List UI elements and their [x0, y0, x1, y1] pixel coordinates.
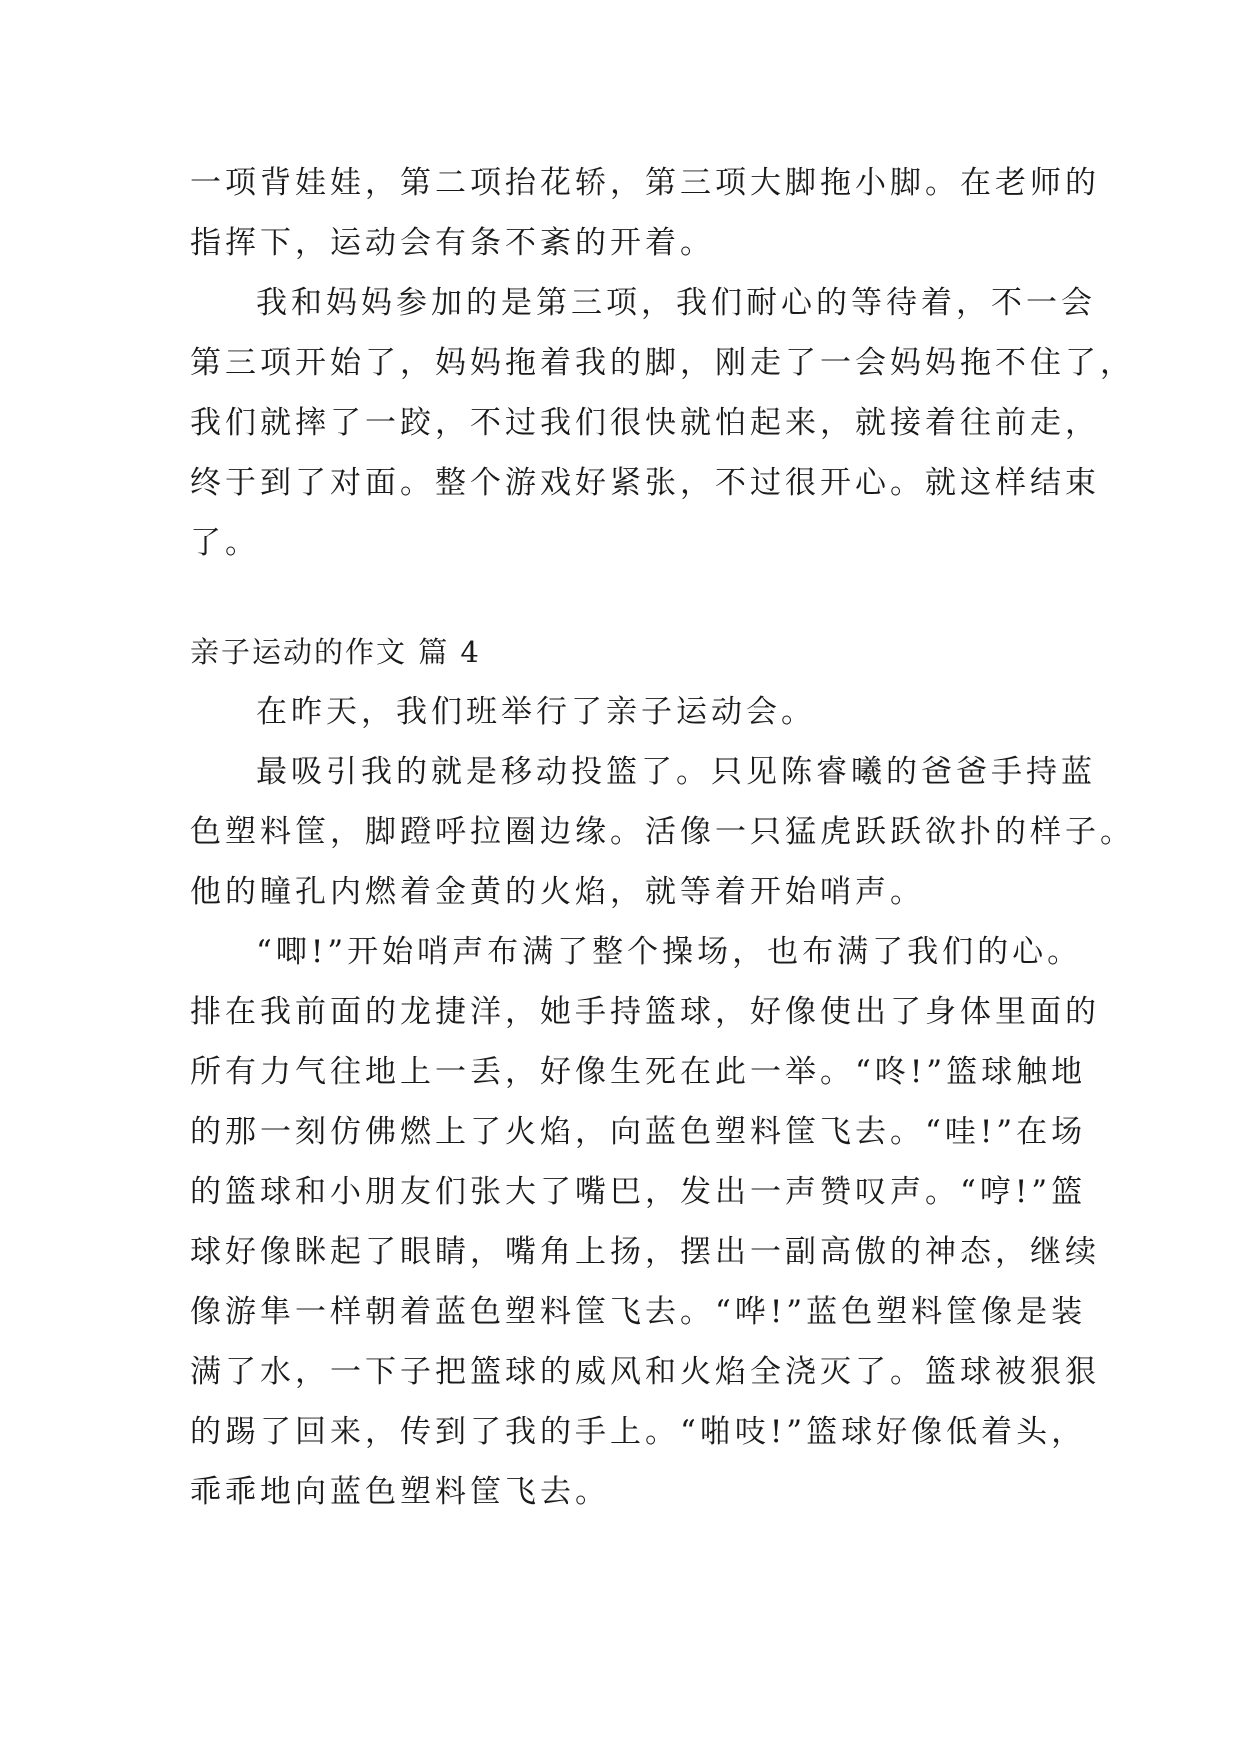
text-line: 最吸引我的就是移动投篮了。只见陈睿曦的爸爸手持蓝: [256, 754, 1096, 790]
text-line: 我们就摔了一跤，不过我们很快就怕起来，就接着往前走，: [190, 405, 1100, 441]
text-line: 色塑料筐，脚蹬呼拉圈边缘。活像一只猛虎跃跃欲扑的样子。: [190, 814, 1135, 850]
text-line: 球好像眯起了眼睛，嘴角上扬，摆出一副高傲的神态，继续: [190, 1234, 1100, 1270]
text-line: 像游隼一样朝着蓝色塑料筐飞去。“哗!”蓝色塑料筐像是装: [190, 1294, 1087, 1330]
text-line: 他的瞳孔内燃着金黄的火焰，就等着开始哨声。: [190, 874, 925, 910]
text-line: 我和妈妈参加的是第三项，我们耐心的等待着，不一会: [256, 285, 1096, 321]
text-line: 所有力气往地上一丢，好像生死在此一举。“咚!”篮球触地: [190, 1054, 1087, 1090]
text-line: 终于到了对面。整个游戏好紧张，不过很开心。就这样结束: [190, 465, 1100, 501]
text-line: 了。: [190, 525, 260, 561]
text-line: 排在我前面的龙捷洋，她手持篮球，好像使出了身体里面的: [190, 994, 1100, 1030]
section-title: 亲子运动的作文 篇 4: [190, 635, 481, 669]
text-line: 的篮球和小朋友们张大了嘴巴，发出一声赞叹声。“哼!”篮: [190, 1174, 1087, 1210]
text-line: 的那一刻仿佛燃上了火焰，向蓝色塑料筐飞去。“哇!”在场: [190, 1114, 1087, 1150]
text-line: 指挥下，运动会有条不紊的开着。: [190, 225, 715, 261]
text-line: 满了水，一下子把篮球的威风和火焰全浇灭了。篮球被狠狠: [190, 1354, 1100, 1390]
text-line: 第三项开始了，妈妈拖着我的脚，刚走了一会妈妈拖不住了，: [190, 345, 1135, 381]
text-line: 在昨天，我们班举行了亲子运动会。: [256, 694, 816, 730]
text-line: 一项背娃娃，第二项抬花轿，第三项大脚拖小脚。在老师的: [190, 165, 1100, 201]
text-line: 的踢了回来，传到了我的手上。“啪吱!”篮球好像低着头，: [190, 1414, 1087, 1450]
text-line: “唧!”开始哨声布满了整个操场，也布满了我们的心。: [256, 934, 1083, 970]
text-line: 乖乖地向蓝色塑料筐飞去。: [190, 1474, 610, 1510]
